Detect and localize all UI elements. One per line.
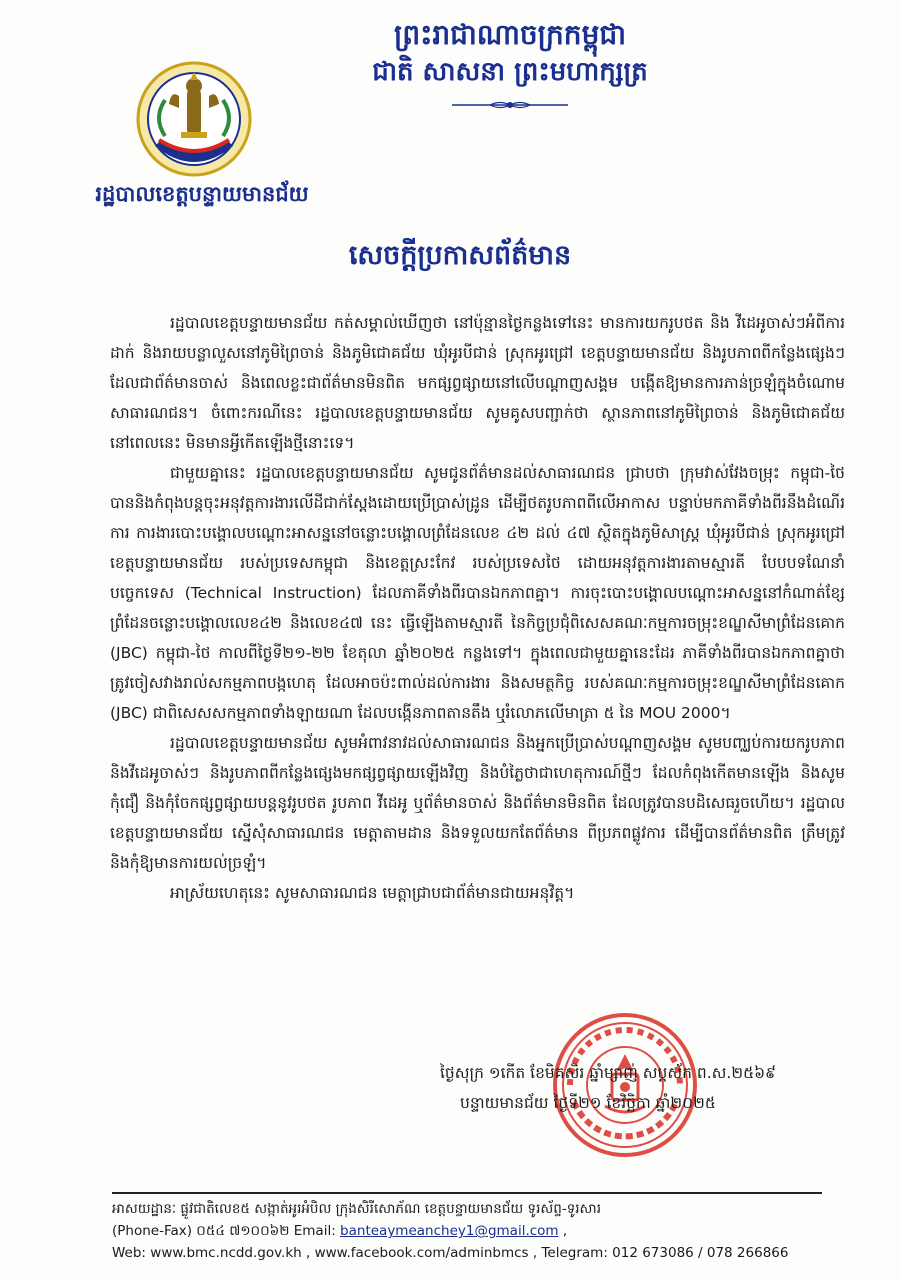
paragraph-4: អាស្រ័យហេតុនេះ សូមសាធារណជន មេត្តាជ្រាបជាព័ត៌មានជាយអនុវិត្ត។ — [170, 884, 575, 902]
footer-phone-fax: (Phone-Fax) ០៥៤ ៧១០០៦២ Email: — [112, 1223, 336, 1239]
solar-date: បន្ទាយមានជ័យ ថ្ងៃទី២១ ខែវិច្ឆិកា ឆ្នាំ២០២៥ — [460, 1094, 716, 1112]
ornament-divider-icon — [450, 100, 570, 110]
footer-email-link[interactable]: banteaymeanchey1@gmail.com — [340, 1223, 559, 1239]
paragraph-2: ជាមួយគ្នានេះ រដ្ឋបាលខេត្តបន្ទាយមានជ័យ សូមជូនព័ត៌មានដល់សាធារណជន ជ្រាបថា ក្រុមវាស់វែងចម្រុះ កម្ពុជា-ថៃ បាននិងកំពុងបន្តចុះអនុវត្តការងារលើដីជាក់ស្តែងដោយប្រើប្រាស់ដ្រូន ដើម្បីថតរូបភាពពីលើអាកាស បន្ទាប់មកភាគីទាំងពីរនឹងដំណើរការ ការងារបោះបង្គោលបណ្តោះអាសន្ននៅចន្លោះបង្គោលព្រំដែនលេខ ៤២ ដល់ ៤៧ ស្ថិតក្នុងភូមិសាស្ត្រ ឃុំអូរបីជាន់ ស្រុកអូរជ្រៅ ខេត្តបន្ទាយមានជ័យ របស់ប្រទេសកម្ពុជា និងខេត្តស្រះកែវ របស់ប្រទេសថៃ ដោយអនុវត្តការងារតាមស្មារតី បែបបទណែនាំបច្ចេកទេស (Technical Instruction) ដែលភាគីទាំងពីរបានឯកភាពគ្នា។ ការចុះបោះបង្គោលបណ្តោះអាសន្ននៅកំណាត់ខ្សែព្រំដែនចន្លោះបង្គោលលេខ៤២ និងលេខ៤៧ នេះ ធ្វើឡើងតាមស្មារតី នៃកិច្ចប្រជុំពិសេសគណៈកម្មការចម្រុះខណ្ឌសីមាព្រំដែនគោក (JBC) កម្ពុជា-ថៃ កាលពីថ្ងៃទី២១-២២ ខែតុលា ឆ្នាំ២០២៥ កន្លងទៅ។ ក្នុងពេលជាមួយគ្នានេះដែរ ភាគីទាំងពីរបានឯកភាពគ្នាថា ត្រូវចៀសវាងរាល់សកម្មភាពបង្កហេតុ ដែលអាចប៉ះពាល់ដល់ការងារ និងសមត្ថកិច្ច របស់គណៈកម្មការចម្រុះខណ្ឌសីមាព្រំដែនគោក (JBC) ជាពិសេសសកម្មភាពទាំងឡាយណា ដែលបង្កើនភាពតានតឹង ឬរំលោភលើមាត្រា ៥ នៃ MOU 2000។ — [110, 464, 845, 722]
motto-line-1: ព្រះរាជាណាចក្រកម្ពុជា — [393, 18, 626, 51]
paragraph-1: រដ្ឋបាលខេត្តបន្ទាយមានជ័យ កត់សម្គាល់ឃើញថា នៅប៉ុន្មានថ្ងៃកន្លងទៅនេះ មានការយករូបថត និង វីដេអូចាស់ៗអំពីការដាក់ និងរាយបន្លាលួសនៅភូមិព្រៃចាន់ និងភូមិជោគជ័យ ឃុំអូរបីជាន់ ស្រុកអូរជ្រៅ ខេត្តបន្ទាយមានជ័យ និងរូបភាពពីកន្លែងផ្សេងៗដែលជាព័ត៌មានចាស់ និងពេលខ្លះជាព័ត៌មានមិនពិត មកផ្សព្វផ្សាយនៅលើបណ្តាញសង្គម បង្កើតឱ្យមានការភាន់ច្រឡំក្នុងចំណោមសាធារណជន។ ចំពោះករណីនេះ រដ្ឋបាលខេត្តបន្ទាយមានជ័យ សូមគូសបញ្ជាក់ថា ស្ថានភាពនៅភូមិព្រៃចាន់ និងភូមិជោគជ័យ នៅពេលនេះ មិនមានអ្វីកើតឡើងថ្មីនោះទេ។ — [110, 314, 845, 452]
paragraph-3: រដ្ឋបាលខេត្តបន្ទាយមានជ័យ សូមអំពាវនាវដល់សាធារណជន និងអ្នកប្រើប្រាស់បណ្តាញសង្គម សូមបញ្ឈប់ការយករូបភាព និងវីដេអូចាស់ៗ និងរូបភាពពីកន្លែងផ្សេងមកផ្សព្វផ្សាយឡើងវិញ និងបំភ្លៃថាជាហេតុការណ៍ថ្មីៗ ដែលកំពុងកើតមានឡើង និងសូមកុំជឿ និងកុំចែកផ្សព្វផ្សាយបន្តនូវរូបថត រូបភាព វីដេអូ ឬព័ត៌មានចាស់ និងព័ត៌មានមិនពិត ដែលត្រូវបានបដិសេធរួចហើយ។ រដ្ឋបាលខេត្តបន្ទាយមានជ័យ ស្នើសុំសាធារណជន មេត្តាតាមដាន និងទទួលយកតែព័ត៌មាន ពីប្រភពផ្លូវការ ដើម្បីបានព័ត៌មានពិត ត្រឹមត្រូវ និងកុំឱ្យមានការយល់ច្រឡំ។ — [110, 734, 845, 872]
provincial-emblem-icon — [135, 60, 253, 178]
date-block — [380, 1058, 840, 1118]
lunar-date: ថ្ងៃសុក្រ ១កើត ខែមិគសិរ ឆ្នាំម្សាញ់ សប្តស័ក ព.ស.២៥៦៩ — [440, 1064, 777, 1082]
document-body — [110, 308, 845, 908]
footer-contact — [112, 1198, 832, 1264]
footer-divider — [112, 1192, 822, 1194]
footer-phone-row — [112, 1220, 832, 1242]
document-title: សេចក្តីប្រកាសព័ត៌មាន — [348, 240, 572, 271]
footer-address: អាសយដ្ឋានៈ ផ្លូវជាតិលេខ៥ សង្កាត់អូរអំបិល ក្រុងសិរីសោភ័ណ ខេត្តបន្ទាយមានជ័យ ទូរស័ព្ទ-ទូរសារ — [112, 1201, 601, 1217]
motto-line-2: ជាតិ សាសនា ព្រះមហាក្សត្រ — [372, 57, 648, 87]
footer-email-suffix: , — [562, 1223, 568, 1239]
national-motto — [300, 16, 720, 114]
footer-web: Web: www.bmc.ncdd.gov.kh , www.facebook.com/adminbmcs , Telegram: 012 673086 / 078 266866 — [112, 1245, 789, 1261]
issuing-authority: រដ្ឋបាលខេត្តបន្ទាយមានជ័យ — [95, 181, 309, 206]
